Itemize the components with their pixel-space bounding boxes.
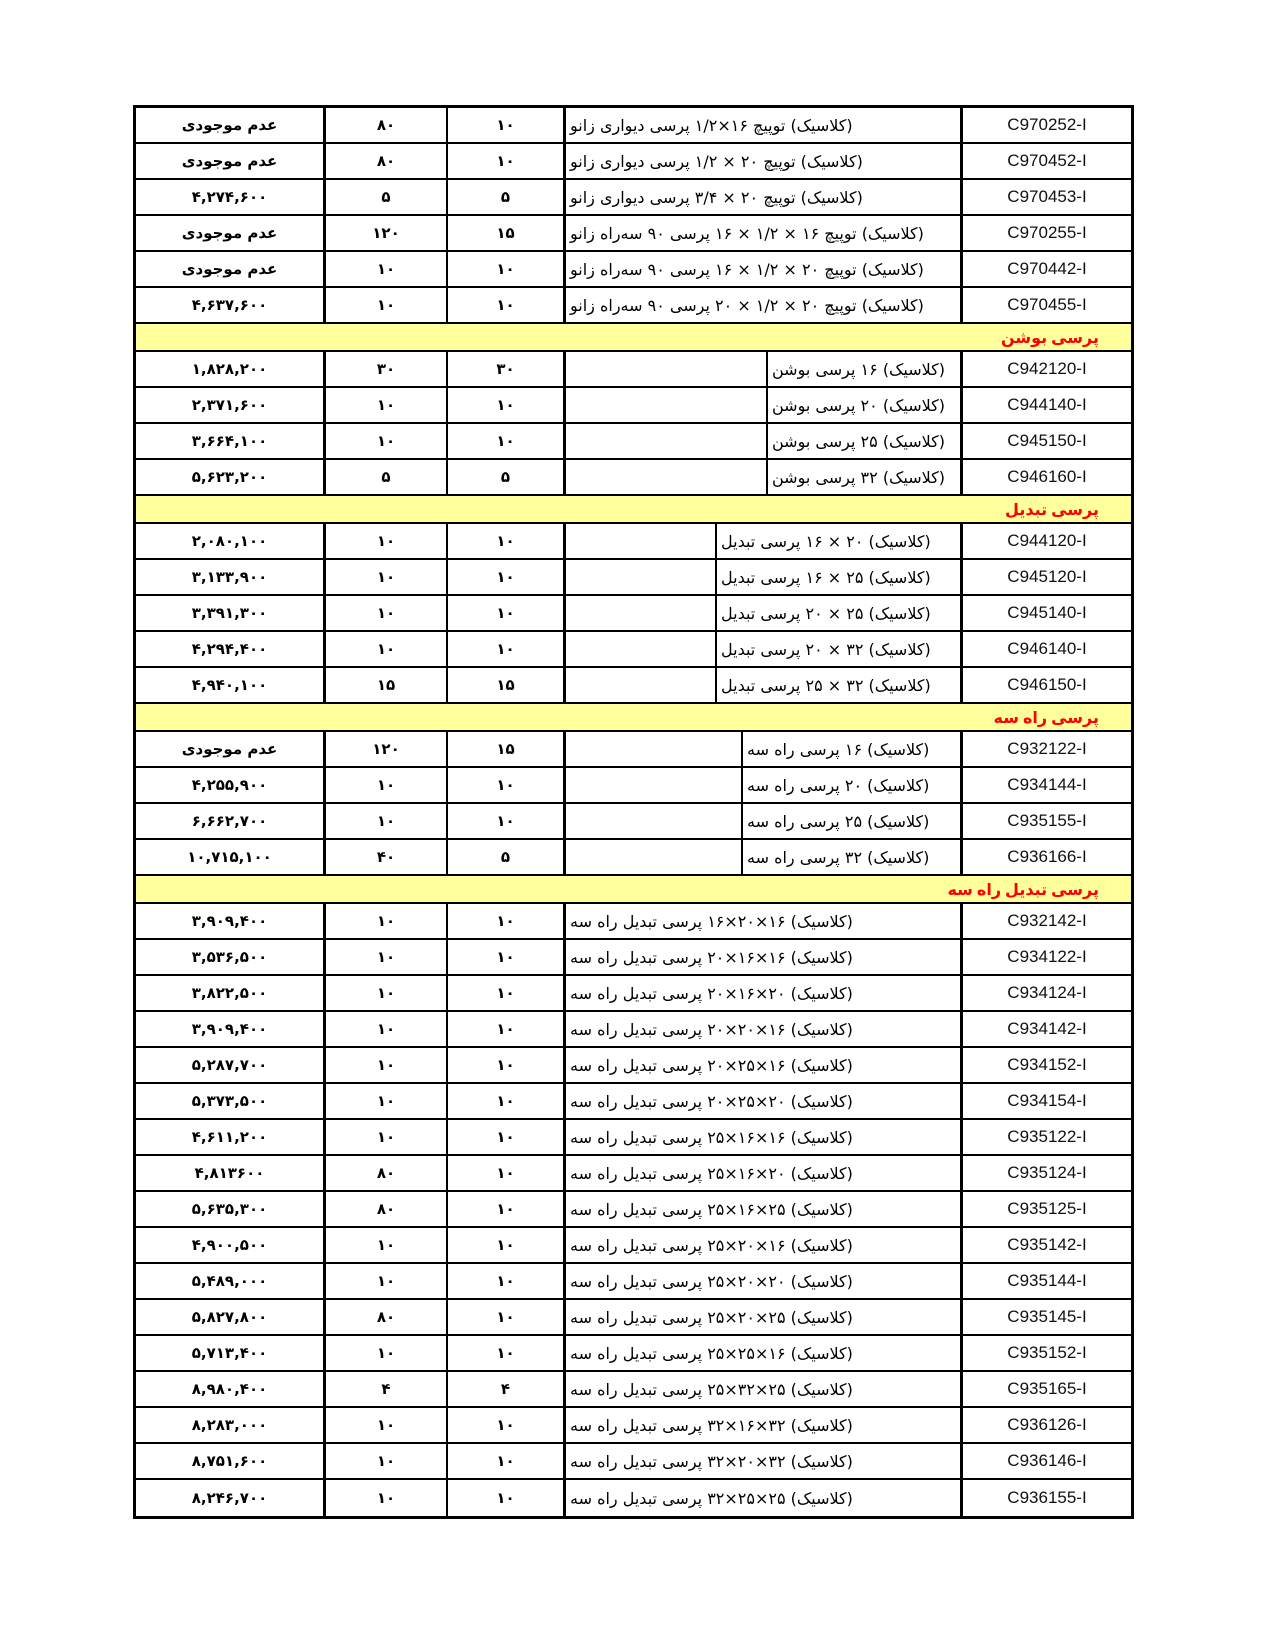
product-code: C946140-I	[1007, 639, 1087, 658]
pack-qty-cell: ۱۰	[448, 1408, 566, 1442]
description-divider	[566, 632, 717, 666]
product-description: زانو سه‌راه ۹۰ پرسی ۲۰ × ۱/۲ × ۲۰ توپیچ (کلاسیک)	[570, 295, 924, 315]
table-row	[136, 180, 1131, 216]
product-description: بوشن پرسی ۱۶ (کلاسیک)	[772, 359, 946, 379]
price-cell: عدم موجودی	[136, 144, 326, 178]
description-divider	[566, 804, 743, 838]
product-code: C944140-I	[1007, 395, 1087, 414]
table-row	[136, 1408, 1131, 1444]
description-divider	[566, 460, 768, 494]
product-description: سه راه تبدیل پرسی ۲۵×۲۰×۱۶ (کلاسیک)	[570, 1235, 853, 1255]
table-row	[136, 904, 1131, 940]
description-cell	[566, 596, 963, 630]
product-description: سه راه تبدیل پرسی ۲۵×۳۲×۲۵ (کلاسیک)	[570, 1379, 853, 1399]
carton-qty-cell: ۱۰	[326, 1264, 448, 1298]
carton-qty-cell: ۱۰	[326, 1012, 448, 1046]
price-cell: ۴,۲۷۴,۶۰۰	[136, 180, 326, 214]
pack-qty-cell: ۵	[448, 840, 566, 874]
price-cell: ۵,۶۲۳,۲۰۰	[136, 460, 326, 494]
carton-qty-cell: ۱۰	[326, 804, 448, 838]
description-divider	[566, 840, 743, 874]
price-cell: ۸,۲۸۳,۰۰۰	[136, 1408, 326, 1442]
product-description: سه راه تبدیل پرسی ۳۲×۲۵×۲۵ (کلاسیک)	[570, 1488, 853, 1508]
product-description: زانو سه‌راه ۹۰ پرسی ۱۶ × ۱/۲ × ۱۶ توپیچ (کلاسیک)	[570, 223, 924, 243]
table-row	[136, 668, 1131, 704]
product-code: C945120-I	[1007, 567, 1087, 586]
product-code: C970442-I	[1007, 259, 1087, 278]
product-description: بوشن پرسی ۲۰ (کلاسیک)	[772, 395, 946, 415]
pack-qty-cell: ۱۰	[448, 632, 566, 666]
description-cell	[566, 252, 963, 286]
carton-qty-cell: ۱۰	[326, 904, 448, 938]
pack-qty-cell: ۱۰	[448, 1192, 566, 1226]
product-code: C935122-I	[1007, 1127, 1087, 1146]
product-description: سه راه تبدیل پرسی ۳۲×۱۶×۳۲ (کلاسیک)	[570, 1415, 853, 1435]
pack-qty-cell: ۱۰	[448, 252, 566, 286]
table-row	[136, 1192, 1131, 1228]
description-cell	[566, 1336, 963, 1370]
description-cell	[566, 216, 963, 250]
price-cell: ۴,۹۰۰,۵۰۰	[136, 1228, 326, 1262]
table-row	[136, 288, 1131, 324]
price-cell: ۵,۲۸۷,۷۰۰	[136, 1048, 326, 1082]
description-cell	[566, 460, 963, 494]
description-cell	[566, 940, 963, 974]
pack-qty-cell: ۱۰	[448, 1444, 566, 1478]
carton-qty-cell: ۱۲۰	[326, 732, 448, 766]
price-cell: ۲,۳۷۱,۶۰۰	[136, 388, 326, 422]
table-row	[136, 1300, 1131, 1336]
description-cell	[566, 804, 963, 838]
price-cell: عدم موجودی	[136, 252, 326, 286]
product-code: C946150-I	[1007, 675, 1087, 694]
price-cell: عدم موجودی	[136, 216, 326, 250]
price-cell: ۵,۷۱۳,۴۰۰	[136, 1336, 326, 1370]
description-divider	[566, 560, 717, 594]
price-cell: ۵,۴۸۹,۰۰۰	[136, 1264, 326, 1298]
pack-qty-cell: ۱۰	[448, 768, 566, 802]
description-cell	[566, 524, 963, 558]
description-cell	[566, 1408, 963, 1442]
product-description: سه راه تبدیل پرسی ۲۵×۲۰×۲۰ (کلاسیک)	[570, 1271, 853, 1291]
product-description: بوشن پرسی ۲۵ (کلاسیک)	[772, 431, 946, 451]
table-row	[136, 732, 1131, 768]
product-code: C970252-I	[1007, 115, 1087, 134]
carton-qty-cell: ۱۰	[326, 940, 448, 974]
product-description: سه راه تبدیل پرسی ۲۰×۲۵×۲۰ (کلاسیک)	[570, 1091, 853, 1111]
product-description: سه راه تبدیل پرسی ۲۰×۲۵×۱۶ (کلاسیک)	[570, 1055, 853, 1075]
product-code: C934142-I	[1007, 1019, 1087, 1038]
product-description: زانو دیواری پرسی ۱/۲×۱۶ توپیچ (کلاسیک)	[570, 115, 853, 135]
table-row	[136, 1372, 1131, 1408]
pack-qty-cell: ۱۰	[448, 388, 566, 422]
price-cell: ۴,۹۴۰,۱۰۰	[136, 668, 326, 702]
table-row	[136, 1084, 1131, 1120]
product-description: سه راه تبدیل پرسی ۲۰×۱۶×۱۶ (کلاسیک)	[570, 947, 853, 967]
description-divider	[566, 352, 768, 386]
carton-qty-cell: ۱۰	[326, 1228, 448, 1262]
product-description: تبدیل پرسی ۲۰ × ۳۲ (کلاسیک)	[721, 639, 931, 659]
carton-qty-cell: ۱۰	[326, 424, 448, 458]
pack-qty-cell: ۳۰	[448, 352, 566, 386]
product-description: تبدیل پرسی ۱۶ × ۲۰ (کلاسیک)	[721, 531, 931, 551]
product-description: سه راه تبدیل پرسی ۲۵×۲۰×۲۵ (کلاسیک)	[570, 1307, 853, 1327]
description-cell	[566, 1444, 963, 1478]
carton-qty-cell: ۱۰	[326, 388, 448, 422]
price-cell: ۸,۹۸۰,۴۰۰	[136, 1372, 326, 1406]
price-cell: عدم موجودی	[136, 108, 326, 142]
product-code: C970455-I	[1007, 295, 1087, 314]
product-code: C934122-I	[1007, 947, 1087, 966]
price-cell: ۴,۲۵۵,۹۰۰	[136, 768, 326, 802]
carton-qty-cell: ۱۰	[326, 524, 448, 558]
section-header: سه راه پرسی	[136, 704, 1131, 732]
product-code: C936166-I	[1007, 847, 1087, 866]
product-code: C946160-I	[1007, 467, 1087, 486]
section-header: سه راه تبدیل پرسی	[136, 876, 1131, 904]
carton-qty-cell: ۱۰	[326, 1048, 448, 1082]
section-header: بوشن پرسی	[136, 324, 1131, 352]
product-description: بوشن پرسی ۳۲ (کلاسیک)	[772, 467, 946, 487]
price-cell: ۳,۵۳۶,۵۰۰	[136, 940, 326, 974]
pack-qty-cell: ۱۰	[448, 1480, 566, 1516]
product-description: زانو دیواری پرسی ۱/۲ × ۲۰ توپیچ (کلاسیک)	[570, 151, 863, 171]
carton-qty-cell: ۸۰	[326, 1156, 448, 1190]
price-cell: ۴,۲۹۴,۴۰۰	[136, 632, 326, 666]
table-row	[136, 1228, 1131, 1264]
carton-qty-cell: ۸۰	[326, 1300, 448, 1334]
table-row	[136, 596, 1131, 632]
price-table	[133, 105, 1134, 1519]
product-description: سه راه تبدیل پرسی ۲۵×۱۶×۲۰ (کلاسیک)	[570, 1163, 853, 1183]
description-cell	[566, 668, 963, 702]
product-code: C936155-I	[1007, 1488, 1087, 1507]
carton-qty-cell: ۱۲۰	[326, 216, 448, 250]
product-code: C942120-I	[1007, 359, 1087, 378]
pack-qty-cell: ۱۰	[448, 1048, 566, 1082]
pack-qty-cell: ۱۰	[448, 1120, 566, 1154]
product-code: C945150-I	[1007, 431, 1087, 450]
carton-qty-cell: ۱۰	[326, 252, 448, 286]
table-row	[136, 940, 1131, 976]
table-row	[136, 352, 1131, 388]
product-description: سه راه تبدیل پرسی ۲۰×۱۶×۲۰ (کلاسیک)	[570, 983, 853, 1003]
carton-qty-cell: ۱۰	[326, 1120, 448, 1154]
price-cell: ۳,۳۹۱,۳۰۰	[136, 596, 326, 630]
carton-qty-cell: ۱۰	[326, 560, 448, 594]
carton-qty-cell: ۱۰	[326, 1480, 448, 1516]
price-cell: ۱,۸۲۸,۲۰۰	[136, 352, 326, 386]
product-description: زانو دیواری پرسی ۳/۴ × ۲۰ توپیچ (کلاسیک)	[570, 187, 863, 207]
price-cell: ۳,۹۰۹,۴۰۰	[136, 904, 326, 938]
description-divider	[566, 768, 743, 802]
pack-qty-cell: ۱۰	[448, 1264, 566, 1298]
description-divider	[566, 668, 717, 702]
table-row	[136, 388, 1131, 424]
price-cell: ۳,۶۶۴,۱۰۰	[136, 424, 326, 458]
product-code: C935144-I	[1007, 1271, 1087, 1290]
product-code: C932122-I	[1007, 739, 1087, 758]
description-cell	[566, 1228, 963, 1262]
price-cell: ۴,۶۳۷,۶۰۰	[136, 288, 326, 322]
carton-qty-cell: ۱۰	[326, 1336, 448, 1370]
product-code: C934144-I	[1007, 775, 1087, 794]
product-description: تبدیل پرسی ۱۶ × ۲۵ (کلاسیک)	[721, 567, 931, 587]
price-cell: ۳,۹۰۹,۴۰۰	[136, 1012, 326, 1046]
product-code: C934154-I	[1007, 1091, 1087, 1110]
description-cell	[566, 1048, 963, 1082]
pack-qty-cell: ۱۰	[448, 1336, 566, 1370]
table-row	[136, 524, 1131, 560]
product-description: سه راه پرسی ۳۲ (کلاسیک)	[747, 847, 930, 867]
product-code: C935125-I	[1007, 1199, 1087, 1218]
pack-qty-cell: ۱۰	[448, 1084, 566, 1118]
price-cell: ۱۰,۷۱۵,۱۰۰	[136, 840, 326, 874]
price-cell: ۳,۱۳۳,۹۰۰	[136, 560, 326, 594]
description-divider	[566, 596, 717, 630]
product-code: C935155-I	[1007, 811, 1087, 830]
product-code: C935152-I	[1007, 1343, 1087, 1362]
price-cell: ۴,۸۱۳۶۰۰	[136, 1156, 326, 1190]
carton-qty-cell: ۱۰	[326, 1444, 448, 1478]
table-row	[136, 1444, 1131, 1480]
price-cell: ۸,۲۴۶,۷۰۰	[136, 1480, 326, 1516]
description-cell	[566, 840, 963, 874]
table-row	[136, 144, 1131, 180]
pack-qty-cell: ۱۰	[448, 940, 566, 974]
description-cell	[566, 560, 963, 594]
description-cell	[566, 180, 963, 214]
table-row	[136, 560, 1131, 596]
pack-qty-cell: ۴	[448, 1372, 566, 1406]
product-code: C936126-I	[1007, 1415, 1087, 1434]
product-description: سه راه تبدیل پرسی ۱۶×۲۰×۱۶ (کلاسیک)	[570, 911, 853, 931]
description-cell	[566, 1372, 963, 1406]
product-code: C944120-I	[1007, 531, 1087, 550]
product-code: C945140-I	[1007, 603, 1087, 622]
pack-qty-cell: ۱۰	[448, 596, 566, 630]
product-code: C934124-I	[1007, 983, 1087, 1002]
price-cell: ۳,۸۲۲,۵۰۰	[136, 976, 326, 1010]
product-description: سه راه پرسی ۲۵ (کلاسیک)	[747, 811, 930, 831]
product-code: C970452-I	[1007, 151, 1087, 170]
product-code: C932142-I	[1007, 911, 1087, 930]
description-divider	[566, 424, 768, 458]
product-code: C934152-I	[1007, 1055, 1087, 1074]
table-row	[136, 1264, 1131, 1300]
carton-qty-cell: ۸۰	[326, 144, 448, 178]
carton-qty-cell: ۱۵	[326, 668, 448, 702]
product-code: C935124-I	[1007, 1163, 1087, 1182]
table-row	[136, 632, 1131, 668]
carton-qty-cell: ۱۰	[326, 1408, 448, 1442]
product-description: زانو سه‌راه ۹۰ پرسی ۱۶ × ۱/۲ × ۲۰ توپیچ (کلاسیک)	[570, 259, 924, 279]
description-cell	[566, 144, 963, 178]
carton-qty-cell: ۸۰	[326, 1192, 448, 1226]
product-code: C936146-I	[1007, 1451, 1087, 1470]
description-cell	[566, 1192, 963, 1226]
description-cell	[566, 1084, 963, 1118]
pack-qty-cell: ۱۰	[448, 424, 566, 458]
product-description: سه راه تبدیل پرسی ۳۲×۲۰×۳۲ (کلاسیک)	[570, 1451, 853, 1471]
description-cell	[566, 976, 963, 1010]
description-cell	[566, 1012, 963, 1046]
table-row	[136, 804, 1131, 840]
pack-qty-cell: ۵	[448, 460, 566, 494]
pack-qty-cell: ۱۰	[448, 108, 566, 142]
table-row	[136, 1048, 1131, 1084]
pack-qty-cell: ۱۰	[448, 1228, 566, 1262]
carton-qty-cell: ۱۰	[326, 288, 448, 322]
description-cell	[566, 1156, 963, 1190]
pack-qty-cell: ۱۰	[448, 1300, 566, 1334]
pack-qty-cell: ۱۰	[448, 976, 566, 1010]
price-cell: ۸,۷۵۱,۶۰۰	[136, 1444, 326, 1478]
product-description: سه راه تبدیل پرسی ۲۰×۲۰×۱۶ (کلاسیک)	[570, 1019, 853, 1039]
price-cell: ۴,۶۱۱,۲۰۰	[136, 1120, 326, 1154]
description-cell	[566, 1300, 963, 1334]
product-description: تبدیل پرسی ۲۵ × ۳۲ (کلاسیک)	[721, 675, 931, 695]
pack-qty-cell: ۱۰	[448, 560, 566, 594]
carton-qty-cell: ۱۰	[326, 768, 448, 802]
table-row	[136, 1480, 1131, 1516]
pack-qty-cell: ۱۰	[448, 1012, 566, 1046]
description-cell	[566, 388, 963, 422]
table-row	[136, 1156, 1131, 1192]
description-divider	[566, 732, 743, 766]
carton-qty-cell: ۴۰	[326, 840, 448, 874]
product-description: سه راه تبدیل پرسی ۲۵×۲۵×۱۶ (کلاسیک)	[570, 1343, 853, 1363]
product-code: C970255-I	[1007, 223, 1087, 242]
description-divider	[566, 524, 717, 558]
table-row	[136, 216, 1131, 252]
price-cell: ۵,۶۳۵,۳۰۰	[136, 1192, 326, 1226]
carton-qty-cell: ۱۰	[326, 596, 448, 630]
carton-qty-cell: ۵	[326, 460, 448, 494]
carton-qty-cell: ۵	[326, 180, 448, 214]
description-cell	[566, 424, 963, 458]
description-cell	[566, 768, 963, 802]
pack-qty-cell: ۱۵	[448, 668, 566, 702]
carton-qty-cell: ۸۰	[326, 108, 448, 142]
price-cell: عدم موجودی	[136, 732, 326, 766]
product-description: سه راه تبدیل پرسی ۲۵×۱۶×۲۵ (کلاسیک)	[570, 1199, 853, 1219]
table-row	[136, 1012, 1131, 1048]
description-cell	[566, 1120, 963, 1154]
carton-qty-cell: ۱۰	[326, 632, 448, 666]
description-cell	[566, 1480, 963, 1516]
table-row	[136, 252, 1131, 288]
carton-qty-cell: ۳۰	[326, 352, 448, 386]
product-code: C970453-I	[1007, 187, 1087, 206]
price-cell: ۲,۰۸۰,۱۰۰	[136, 524, 326, 558]
description-divider	[566, 388, 768, 422]
product-description: سه راه تبدیل پرسی ۲۵×۱۶×۱۶ (کلاسیک)	[570, 1127, 853, 1147]
product-code: C935142-I	[1007, 1235, 1087, 1254]
product-description: تبدیل پرسی ۲۰ × ۲۵ (کلاسیک)	[721, 603, 931, 623]
pack-qty-cell: ۱۰	[448, 524, 566, 558]
price-cell: ۵,۸۲۷,۸۰۰	[136, 1300, 326, 1334]
description-cell	[566, 732, 963, 766]
pack-qty-cell: ۱۵	[448, 732, 566, 766]
carton-qty-cell: ۱۰	[326, 976, 448, 1010]
table-row	[136, 768, 1131, 804]
pack-qty-cell: ۱۰	[448, 904, 566, 938]
pack-qty-cell: ۱۰	[448, 144, 566, 178]
pack-qty-cell: ۱۰	[448, 288, 566, 322]
carton-qty-cell: ۴	[326, 1372, 448, 1406]
price-cell: ۵,۳۷۳,۵۰۰	[136, 1084, 326, 1118]
description-cell	[566, 1264, 963, 1298]
table-row	[136, 1120, 1131, 1156]
pack-qty-cell: ۱۵	[448, 216, 566, 250]
product-description: سه راه پرسی ۱۶ (کلاسیک)	[747, 739, 930, 759]
description-cell	[566, 632, 963, 666]
description-cell	[566, 904, 963, 938]
description-cell	[566, 288, 963, 322]
pack-qty-cell: ۱۰	[448, 1156, 566, 1190]
product-description: سه راه پرسی ۲۰ (کلاسیک)	[747, 775, 930, 795]
section-header: تبدیل پرسی	[136, 496, 1131, 524]
table-row	[136, 108, 1131, 144]
table-row	[136, 460, 1131, 496]
table-row	[136, 840, 1131, 876]
description-cell	[566, 108, 963, 142]
price-cell: ۶,۶۶۲,۷۰۰	[136, 804, 326, 838]
product-code: C935145-I	[1007, 1307, 1087, 1326]
description-cell	[566, 352, 963, 386]
table-row	[136, 1336, 1131, 1372]
product-code: C935165-I	[1007, 1379, 1087, 1398]
table-row	[136, 424, 1131, 460]
carton-qty-cell: ۱۰	[326, 1084, 448, 1118]
pack-qty-cell: ۵	[448, 180, 566, 214]
pack-qty-cell: ۱۰	[448, 804, 566, 838]
table-row	[136, 976, 1131, 1012]
